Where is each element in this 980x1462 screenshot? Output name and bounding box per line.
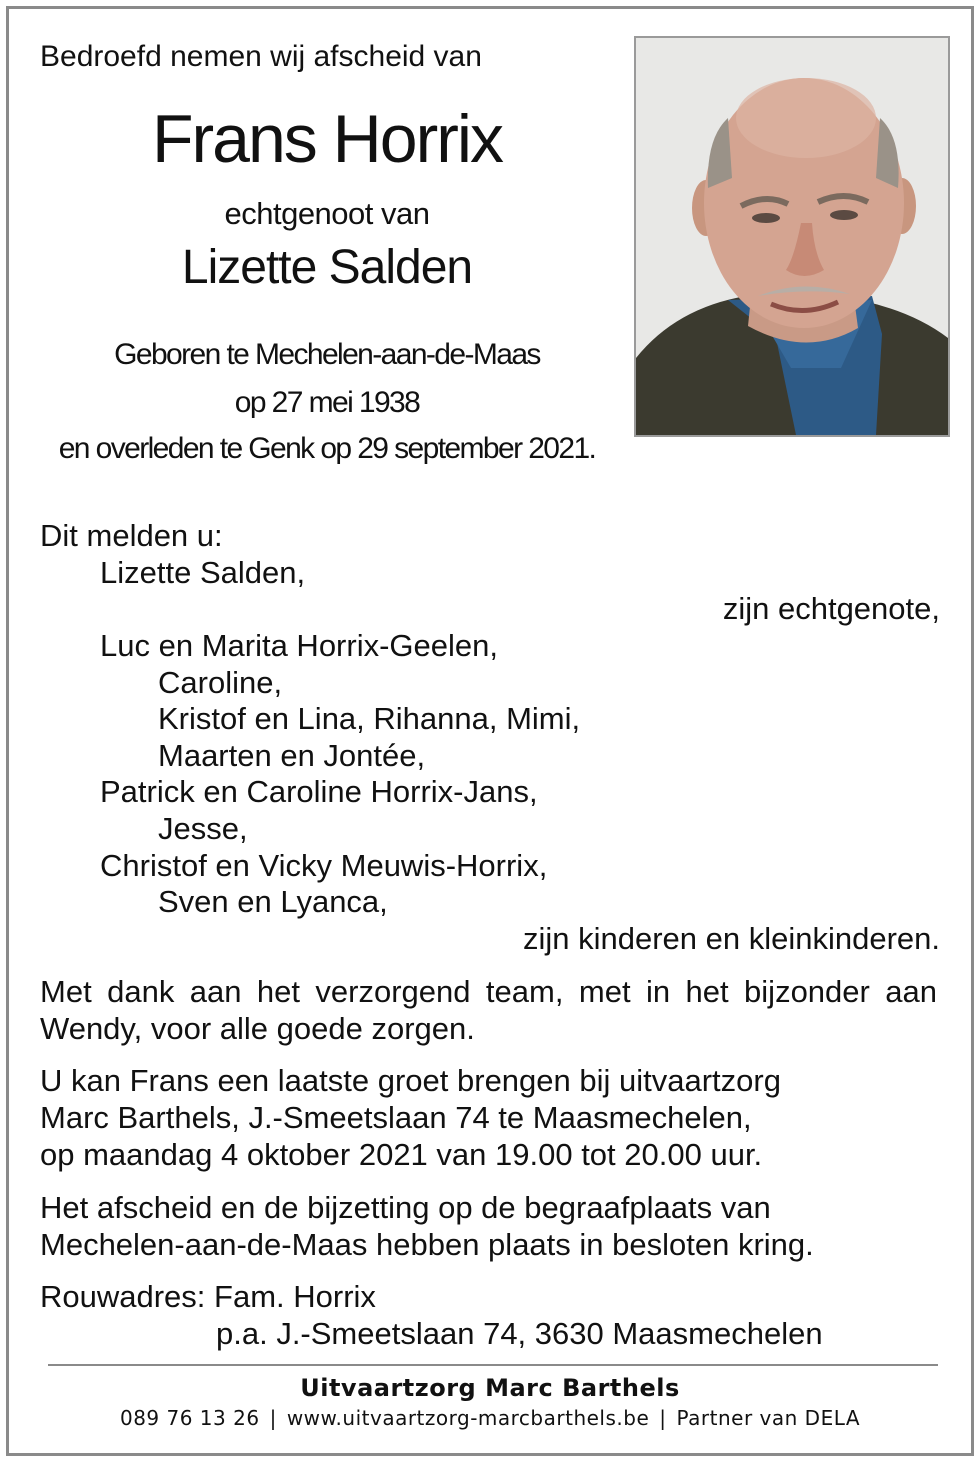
footer-separator: | (659, 1406, 667, 1430)
spouse-relation: echtgenoot van (224, 196, 430, 231)
portrait-photo (634, 36, 950, 437)
birth-line-2: op 27 mei 1938 (234, 386, 420, 419)
deceased-name: Frans Horrix (151, 101, 503, 177)
footer-website[interactable]: www.uitvaartzorg-marcbarthels.be (286, 1406, 650, 1430)
portrait-illustration (636, 38, 948, 435)
address-label: Rouwadres: Fam. Horrix (40, 1279, 376, 1314)
address-line: p.a. J.-Smeetslaan 74, 3630 Maasmechelen (216, 1316, 823, 1351)
birth-line-1: Geboren te Mechelen-aan-de-Maas (114, 338, 540, 371)
family-member: Jesse, (158, 811, 248, 846)
footer-partner: Partner van DELA (676, 1406, 861, 1430)
family-member: Christof en Vicky Meuwis-Horrix, (100, 848, 548, 883)
family-member: Caroline, (158, 665, 283, 700)
thanks-line-1: Met dank aan het verzorgend team, met in het bijzonder aan (40, 974, 937, 1009)
family-spouse-role: zijn echtgenote, (722, 591, 940, 626)
family-member: Patrick en Caroline Horrix-Jans, (100, 774, 538, 809)
footer-contact (0, 1406, 980, 1430)
spouse-name: Lizette Salden (181, 241, 473, 294)
intro-text: Bedroefd nemen wij afscheid van (40, 40, 482, 73)
family-member: Maarten en Jontée, (158, 738, 426, 773)
footer-separator: | (269, 1406, 277, 1430)
death-line: en overleden te Genk op 29 september 2021. (58, 432, 596, 465)
ceremony-line-2: Mechelen-aan-de-Maas hebben plaats in besloten kring. (40, 1227, 814, 1262)
family-intro: Dit melden u: (40, 518, 223, 553)
footer-phone: 089 76 13 26 (119, 1406, 260, 1430)
visit-line-2: Marc Barthels, J.-Smeetslaan 74 te Maasmechelen, (40, 1100, 752, 1135)
family-spouse: Lizette Salden, (100, 555, 306, 590)
family-member: Kristof en Lina, Rihanna, Mimi, (158, 701, 581, 736)
footer-company: Uitvaartzorg Marc Barthels (300, 1374, 680, 1402)
thanks-line-2: Wendy, voor alle goede zorgen. (40, 1011, 475, 1046)
visit-line-3: op maandag 4 oktober 2021 van 19.00 tot 20.00 uur. (40, 1137, 763, 1172)
visit-line-1: U kan Frans een laatste groet brengen bij uitvaartzorg (40, 1063, 781, 1098)
family-children-role: zijn kinderen en kleinkinderen. (522, 921, 940, 956)
family-member: Luc en Marita Horrix-Geelen, (100, 628, 498, 663)
footer-divider (48, 1364, 938, 1366)
family-member: Sven en Lyanca, (158, 884, 388, 919)
ceremony-line-1: Het afscheid en de bijzetting op de begraafplaats van (40, 1190, 771, 1225)
